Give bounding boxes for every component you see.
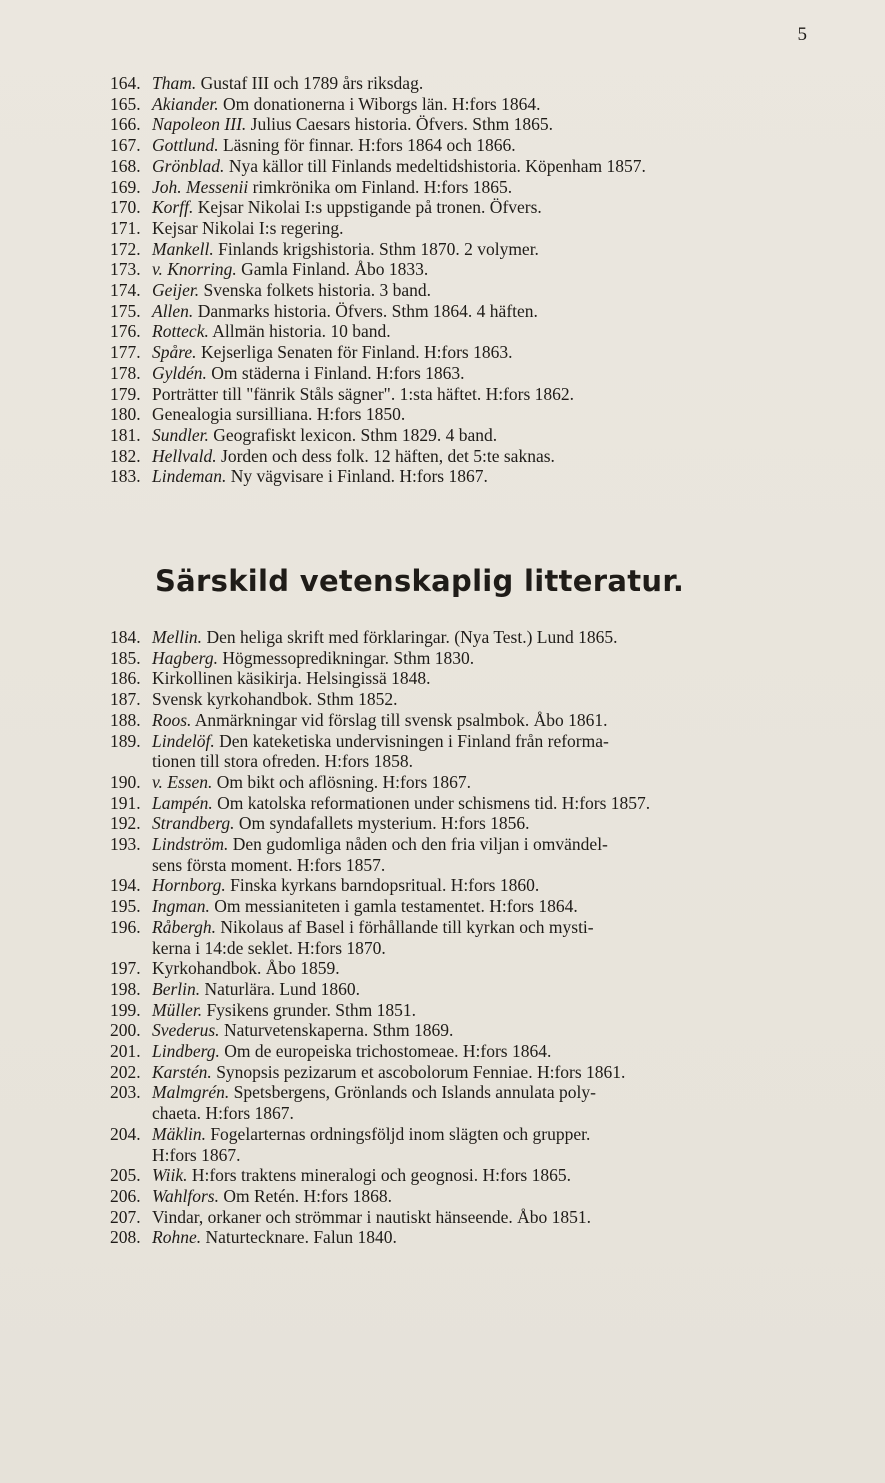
list-item [110,896,825,917]
entry-title: Kyrkohandbok. Åbo 1859. [152,958,340,979]
entry-author: Hellvald. [152,445,217,466]
entry-title: Om Retén. H:fors 1868. [223,1185,392,1206]
entry-number: 167. [110,135,141,156]
entry-title: Ny vägvisare i Finland. H:fors 1867. [230,466,488,487]
entry-text [152,648,825,669]
entry-author: Rotteck. [152,321,209,342]
entry-number: 190. [110,771,141,792]
list-item [110,384,825,405]
entry-number: 180. [110,404,141,425]
list-item [110,710,825,731]
entry-author: Akiander. [152,93,219,114]
entry-number: 182. [110,445,141,466]
list-item [110,342,825,363]
entry-number: 192. [110,813,141,834]
entry-author: Joh. Messenii [152,176,249,197]
list-item [110,1227,825,1248]
entry-author: Mäklin. [152,1123,206,1144]
entry-author: Karstén. [152,1061,212,1082]
entry-text [152,1041,825,1062]
entry-title: Finlands krigshistoria. Sthm 1870. 2 volymer. [218,238,539,259]
entry-title: Högmessopredikningar. Sthm 1830. [222,647,475,668]
entry-text [152,1186,825,1207]
list-item [110,197,825,218]
entry-continuation: kerna i 14:de seklet. H:fors 1870. [152,937,386,958]
entry-number: 191. [110,792,141,813]
entry-text [152,668,825,689]
entry-title: Den kateketiska undervisningen i Finland från reforma- [219,730,609,751]
entry-text [152,875,825,896]
entry-text [152,710,825,731]
entry-number: 178. [110,362,141,383]
entry-text [152,917,825,938]
entry-number: 171. [110,217,141,238]
list-item [110,301,825,322]
entry-author: Svederus. [152,1020,220,1041]
entry-title: Kejsar Nikolai I:s regering. [152,217,344,238]
entry-author: Gyldén. [152,362,207,383]
list-item [110,1062,825,1083]
entry-title: Kejsar Nikolai I:s uppstigande på tronen. Öfvers. [197,197,542,218]
list-item [110,404,825,425]
entry-text [152,156,825,177]
bibliography-list-bottom [110,627,825,1248]
entry-author: Mellin. [152,627,203,647]
list-item [110,627,825,648]
entry-author: Müller. [152,999,203,1020]
entry-number: 181. [110,424,141,445]
entry-text [152,218,825,239]
entry-title: Spetsbergens, Grönlands och Islands annulata poly- [233,1082,596,1103]
entry-author: Mankell. [152,238,214,259]
entry-number: 196. [110,916,141,937]
entry-title: Om de europeiska trichostomeae. H:fors 1864. [224,1041,552,1062]
entry-number: 198. [110,978,141,999]
entry-number: 184. [110,627,141,647]
list-item [110,1186,825,1207]
entry-title: Svenska folkets historia. 3 band. [203,280,431,301]
entry-number: 201. [110,1041,141,1062]
entry-text [152,177,825,198]
entry-text [152,301,825,322]
entry-title: Om donationerna i Wiborgs län. H:fors 1864. [222,93,541,114]
entry-author: Strandberg. [152,813,235,834]
entry-number: 188. [110,709,141,730]
entry-author: v. Essen. [152,771,213,792]
entry-number: 174. [110,280,141,301]
entry-title: Vindar, orkaner och strömmar i nautiskt hänseende. Åbo 1851. [152,1206,592,1227]
entry-text [152,94,825,115]
entry-title: Allmän historia. 10 band. [212,321,391,342]
entry-number: 168. [110,155,141,176]
entry-title: Gustaf III och 1789 års riksdag. [200,73,424,93]
list-item [110,772,825,793]
entry-number: 175. [110,300,141,321]
entry-number: 187. [110,689,141,710]
entry-text [152,834,825,855]
entry-title: H:fors traktens mineralogi och geognosi. H:fors 1865. [191,1165,571,1186]
entry-title: Läsning för finnar. H:fors 1864 och 1866. [222,135,516,156]
entry-title: Jorden och dess folk. 12 häften, det 5:te saknas. [221,445,555,466]
entry-title: Finska kyrkans barndopsritual. H:fors 1860. [230,875,540,896]
entry-author: Malmgrén. [152,1082,230,1103]
entry-author: Korff. [152,197,194,218]
list-item [110,446,825,467]
entry-number: 206. [110,1185,141,1206]
entry-title: Om syndafallets mysterium. H:fors 1856. [238,813,530,834]
list-item [110,1124,825,1145]
entry-title: Den heliga skrift med förklaringar. (Nya Test.) Lund 1865. [206,627,618,647]
entry-author: Napoleon III. [152,114,247,135]
entry-title: Genealogia sursilliana. H:fors 1850. [152,404,406,425]
entry-number: 200. [110,1020,141,1041]
entry-title: Den gudomliga nåden och den fria viljan i omvändel- [232,834,608,855]
entry-author: Sundler. [152,424,209,445]
entry-number: 172. [110,238,141,259]
list-item [110,73,825,94]
list-item [110,813,825,834]
entry-title: Julius Caesars historia. Öfvers. Sthm 1865. [250,114,554,135]
entry-title: Naturtecknare. Falun 1840. [205,1227,397,1248]
section-heading: Särskild vetenskaplig litteratur. [155,564,685,598]
list-item [110,731,825,752]
entry-author: Hornborg. [152,875,226,896]
list-item [110,668,825,689]
list-item [110,648,825,669]
entry-text [152,896,825,917]
entry-title: Om katolska reformationen under schismens tid. H:fors 1857. [217,792,651,813]
list-item [110,114,825,135]
entry-text [152,1062,825,1083]
entry-text [152,793,825,814]
entry-text [152,280,825,301]
list-item [110,94,825,115]
entry-author: Rohne. [152,1227,202,1248]
entry-number: 203. [110,1082,141,1103]
entry-title: Om messianiteten i gamla testamentet. H:fors 1864. [214,896,578,917]
entry-text [152,363,825,384]
entry-text [152,1207,825,1228]
entry-author: Råbergh. [152,916,216,937]
entry-number: 183. [110,466,141,487]
entry-author: Berlin. [152,978,201,999]
entry-title: Fysikens grunder. Sthm 1851. [206,999,416,1020]
list-item [110,466,825,487]
list-item [110,1207,825,1228]
entry-text [152,772,825,793]
entry-author: Grönblad. [152,155,225,176]
entry-continuation: H:fors 1867. [152,1144,241,1165]
entry-text [152,425,825,446]
entry-text [152,239,825,260]
entry-author: Tham. [152,73,197,93]
entry-title: rimkrönika om Finland. H:fors 1865. [252,176,513,197]
list-item [110,793,825,814]
list-item [110,259,825,280]
list-item [110,1082,825,1103]
entry-number: 197. [110,958,141,979]
entry-title: Danmarks historia. Öfvers. Sthm 1864. 4 häften. [197,300,538,321]
entry-number: 208. [110,1227,141,1248]
entry-title: Kejserliga Senaten för Finland. H:fors 1863. [200,342,513,363]
entry-title: Fogelarternas ordningsföljd inom slägten och grupper. [210,1123,591,1144]
entry-title: Om bikt och aflösning. H:fors 1867. [216,771,472,792]
entry-number: 207. [110,1206,141,1227]
entry-number: 179. [110,383,141,404]
entry-title: Geografiskt lexicon. Sthm 1829. 4 band. [213,424,498,445]
entry-author: Wiik. [152,1165,188,1186]
entry-number: 202. [110,1061,141,1082]
entry-author: Roos. [152,709,192,730]
list-item [110,917,825,938]
entry-number: 199. [110,999,141,1020]
entry-title: Nya källor till Finlands medeltidshistoria. Köpenham 1857. [228,155,646,176]
entry-text [152,1124,825,1145]
entry-author: Spåre. [152,342,197,363]
entry-author: Hagberg. [152,647,218,668]
entry-author: v. Knorring. [152,259,237,280]
entry-text [152,135,825,156]
entry-text [152,342,825,363]
entry-text [152,979,825,1000]
list-item [110,689,825,710]
list-item [110,834,825,855]
entry-number: 166. [110,114,141,135]
list-item [110,218,825,239]
entry-title: Synopsis pezizarum et ascobolorum Fenniae. H:fors 1861. [216,1061,626,1082]
entry-text [152,731,825,752]
entry-title: Naturvetenskaperna. Sthm 1869. [223,1020,454,1041]
list-item [110,1165,825,1186]
list-item [110,156,825,177]
entry-title: Naturlära. Lund 1860. [204,978,361,999]
entry-text [152,321,825,342]
entry-text [152,813,825,834]
entry-author: Lindström. [152,834,229,855]
entry-number: 164. [110,73,141,93]
entry-text [152,689,825,710]
entry-text [152,627,825,648]
entry-continuation: tionen till stora ofreden. H:fors 1858. [152,751,413,772]
entry-title: Anmärkningar vid förslag till svensk psalmbok. Åbo 1861. [194,709,608,730]
entry-author: Geijer. [152,280,200,301]
list-item [110,280,825,301]
list-item [110,875,825,896]
entry-number: 185. [110,647,141,668]
entry-number: 186. [110,668,141,689]
entry-text [152,259,825,280]
entry-text [152,1227,825,1248]
page-number: 5 [797,24,807,45]
entry-text [152,958,825,979]
list-item [110,958,825,979]
entry-number: 173. [110,259,141,280]
entry-author: Gottlund. [152,135,219,156]
entry-text [152,1165,825,1186]
entry-text [152,73,825,94]
entry-text [152,1082,825,1103]
entry-author: Lindeman. [152,466,227,487]
entry-author: Allen. [152,300,194,321]
entry-number: 189. [110,730,141,751]
entry-text [152,384,825,405]
entry-author: Ingman. [152,896,210,917]
entry-number: 169. [110,176,141,197]
bibliography-list-top [110,73,825,487]
entry-number: 204. [110,1123,141,1144]
entry-title: Nikolaus af Basel i förhållande till kyrkan och mysti- [220,916,594,937]
entry-number: 176. [110,321,141,342]
entry-text [152,1000,825,1021]
entry-title: Gamla Finland. Åbo 1833. [241,259,429,280]
list-item [110,321,825,342]
list-item [110,425,825,446]
entry-text [152,1020,825,1041]
entry-title: Om städerna i Finland. H:fors 1863. [211,362,465,383]
entry-author: Lindberg. [152,1041,220,1062]
entry-number: 205. [110,1165,141,1186]
list-item [110,1041,825,1062]
entry-author: Wahlfors. [152,1185,219,1206]
list-item [110,1020,825,1041]
entry-continuation: chaeta. H:fors 1867. [152,1103,294,1124]
entry-title: Porträtter till "fänrik Ståls sägner". 1:sta häftet. H:fors 1862. [152,383,575,404]
entry-continuation: sens första moment. H:fors 1857. [152,854,386,875]
entry-author: Lampén. [152,792,213,813]
entry-number: 195. [110,896,141,917]
list-item [110,1000,825,1021]
list-item [110,363,825,384]
entry-text [152,446,825,467]
entry-text [152,404,825,425]
list-item [110,239,825,260]
entry-number: 165. [110,93,141,114]
entry-author: Lindelöf. [152,730,215,751]
entry-text [152,197,825,218]
entry-number: 193. [110,834,141,855]
entry-text [152,114,825,135]
entry-title: Svensk kyrkohandbok. Sthm 1852. [152,689,398,710]
entry-title: Kirkollinen käsikirja. Helsingissä 1848. [152,668,431,689]
entry-number: 177. [110,342,141,363]
list-item [110,979,825,1000]
entry-number: 194. [110,875,141,896]
entry-text [152,466,825,487]
entry-number: 170. [110,197,141,218]
list-item [110,135,825,156]
list-item [110,177,825,198]
